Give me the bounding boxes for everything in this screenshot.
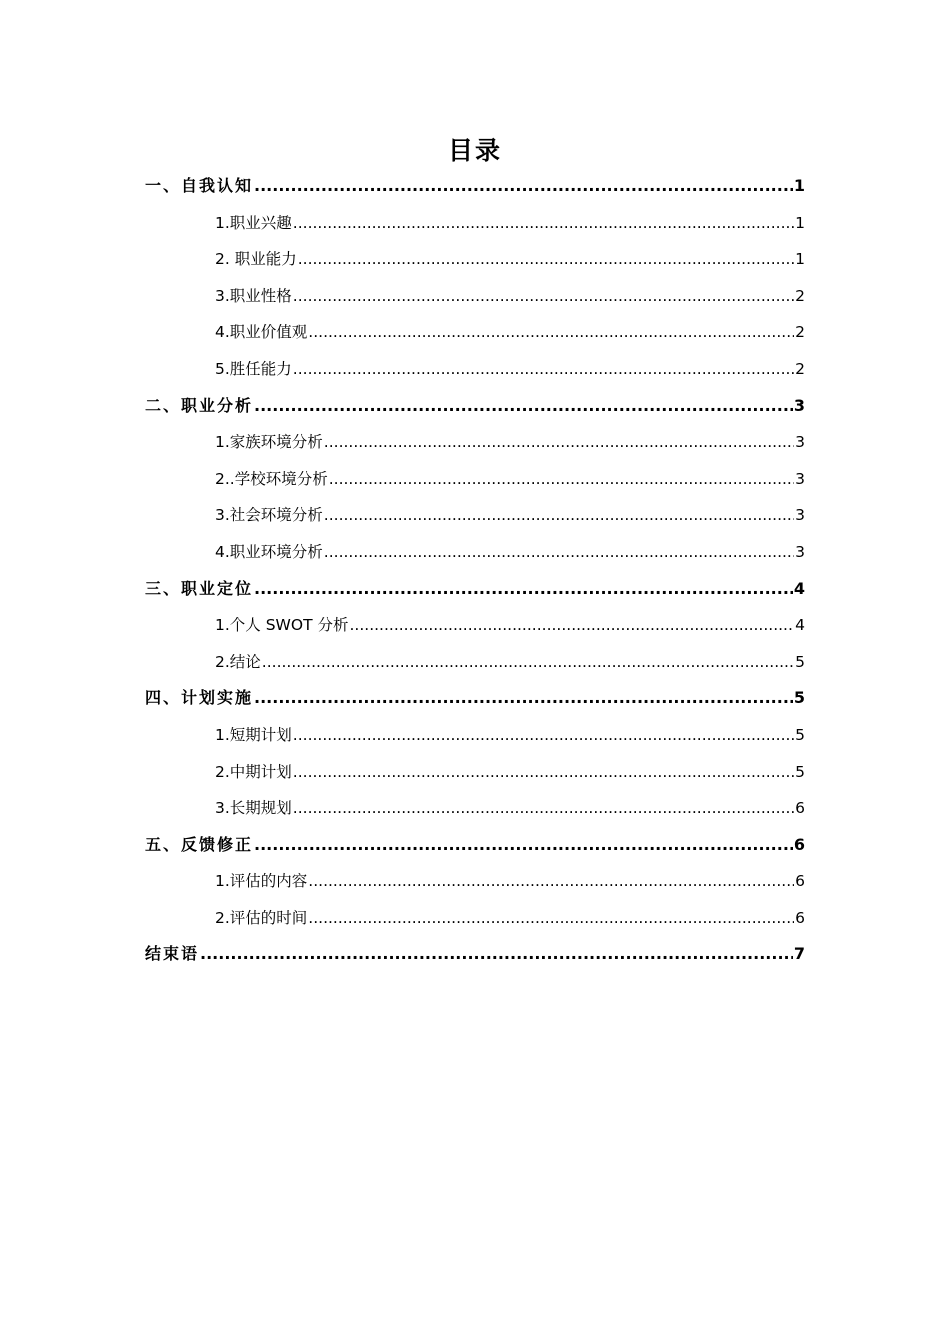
toc-entry[interactable]: [145, 278, 805, 315]
toc-entry-text: 2..学校环境分析: [215, 469, 328, 488]
toc-dot-leader: [293, 717, 794, 754]
toc-entry[interactable]: [145, 680, 805, 717]
toc-entry-text: 1.评估的内容: [215, 872, 308, 891]
toc-page-number: 6: [795, 908, 805, 927]
toc-entry-text: 1.个人 SWOT 分析: [215, 616, 349, 635]
toc-entry[interactable]: [145, 717, 805, 754]
toc-page-number: 3: [795, 542, 805, 561]
toc-page-number: 2: [795, 323, 805, 342]
toc-page-number: 3: [795, 506, 805, 525]
toc-entry[interactable]: [145, 900, 805, 937]
toc-entry-text: 结束语: [145, 944, 200, 964]
toc-page-number: 1: [793, 176, 805, 195]
toc-entry-text: 一、自我认知: [145, 176, 254, 195]
toc-entry[interactable]: [145, 314, 805, 351]
toc-dot-leader: [293, 205, 794, 242]
toc-dot-leader: [349, 607, 794, 644]
toc-page-number: 2: [795, 359, 805, 378]
toc-dot-leader: [293, 351, 794, 388]
toc-page-number: 4: [793, 578, 805, 598]
toc-entry-text: 4.职业环境分析: [215, 542, 323, 561]
toc-dot-leader: [262, 644, 794, 681]
toc-dot-leader: [329, 461, 794, 498]
toc-entry[interactable]: [145, 534, 805, 571]
toc-entry-text: 二、职业分析: [145, 395, 254, 415]
toc-entry[interactable]: [145, 388, 805, 425]
toc-entry[interactable]: [145, 205, 805, 242]
toc-page-number: 5: [793, 688, 805, 708]
toc-entry-text: 2.结论: [215, 652, 261, 671]
toc-entry-text: 1.家族环境分析: [215, 433, 323, 452]
toc-entry[interactable]: [145, 790, 805, 827]
toc-entry-text: 3.职业性格: [215, 286, 292, 305]
toc-title: 目录: [447, 136, 502, 165]
toc-dot-leader: [308, 900, 794, 937]
toc-entry[interactable]: [145, 424, 805, 461]
toc-entry-text: 3.长期规划: [215, 799, 292, 818]
toc-entry[interactable]: [145, 241, 805, 278]
toc-page-number: 6: [795, 799, 805, 818]
toc-dot-leader: [254, 168, 793, 205]
toc-entry[interactable]: [145, 863, 805, 900]
toc-entry-text: 2.评估的时间: [215, 908, 308, 927]
toc-dot-leader: [308, 863, 794, 900]
toc-entry[interactable]: [145, 461, 805, 498]
toc-entry-text: 三、职业定位: [145, 578, 254, 598]
toc-entry[interactable]: [145, 351, 805, 388]
toc-page-number: 6: [795, 872, 805, 891]
toc-entry[interactable]: [145, 827, 805, 864]
toc-page-number: 3: [795, 469, 805, 488]
toc-dot-leader: [298, 241, 794, 278]
toc-dot-leader: [324, 534, 794, 571]
toc-entry[interactable]: [145, 644, 805, 681]
toc-dot-leader: [293, 278, 794, 315]
toc-page-number: 2: [795, 286, 805, 305]
toc-entry-text: 2.中期计划: [215, 762, 292, 781]
toc-dot-leader: [308, 314, 794, 351]
toc-entry[interactable]: [145, 571, 805, 608]
toc-entry[interactable]: [145, 497, 805, 534]
toc-page-number: 5: [795, 762, 805, 781]
toc-dot-leader: [254, 827, 793, 864]
toc-entry[interactable]: [145, 168, 805, 205]
toc-page-number: 6: [793, 834, 805, 854]
toc-dot-leader: [254, 571, 793, 608]
toc-entry-text: 四、计划实施: [145, 688, 254, 708]
toc-dot-leader: [254, 680, 793, 717]
toc-page-number: 4: [795, 616, 805, 635]
toc-entry-text: 1.职业兴趣: [215, 213, 292, 232]
toc-page-number: 5: [795, 652, 805, 671]
toc-entry-text: 3.社会环境分析: [215, 506, 323, 525]
toc-list: [145, 168, 805, 973]
toc-dot-leader: [200, 936, 793, 973]
toc-page-number: 5: [795, 725, 805, 744]
toc-entry-text: 4.职业价值观: [215, 323, 308, 342]
toc-dot-leader: [293, 754, 794, 791]
toc-entry-text: 5.胜任能力: [215, 359, 292, 378]
toc-page-number: 1: [795, 250, 805, 269]
toc-entry[interactable]: [145, 754, 805, 791]
toc-entry[interactable]: [145, 607, 805, 644]
toc-page-number: 1: [795, 213, 805, 232]
toc-entry-text: 五、反馈修正: [145, 834, 254, 854]
toc-entry[interactable]: [145, 936, 805, 973]
toc-entry-text: 2. 职业能力: [215, 250, 297, 269]
toc-page-number: 3: [795, 433, 805, 452]
toc-page-number: 7: [793, 944, 805, 964]
toc-dot-leader: [324, 424, 794, 461]
toc-dot-leader: [293, 790, 794, 827]
toc-page-number: 3: [793, 395, 805, 415]
toc-dot-leader: [324, 497, 794, 534]
toc-dot-leader: [254, 388, 793, 425]
toc-entry-text: 1.短期计划: [215, 725, 292, 744]
